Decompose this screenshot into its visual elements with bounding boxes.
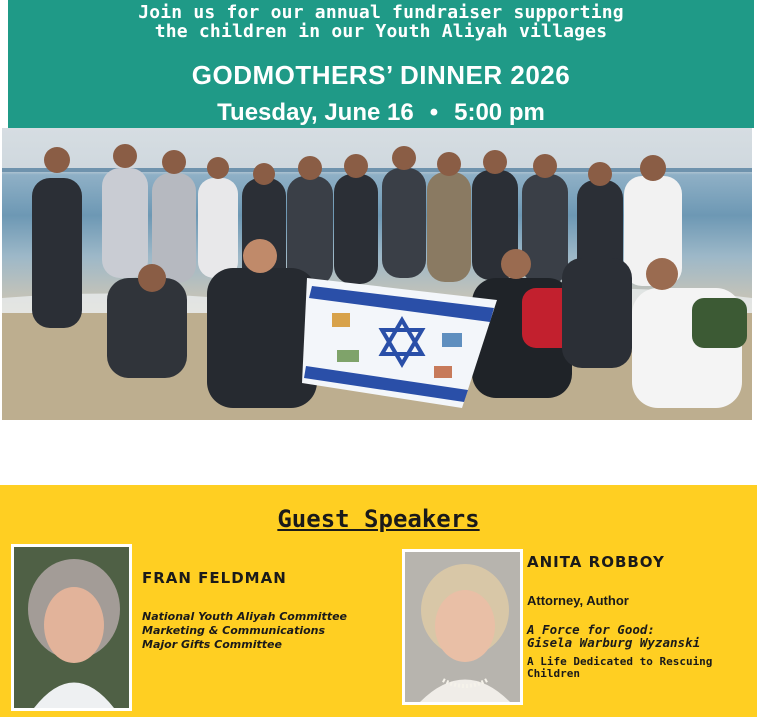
speaker2-photo [405, 552, 520, 702]
intro-line-2: the children in our Youth Aliyah villages [154, 21, 608, 42]
speaker2-portrait-illustration [405, 552, 520, 702]
speaker2-tagline [527, 656, 712, 680]
event-date: Tuesday, June 16 [217, 99, 414, 126]
event-date-time [8, 99, 754, 127]
speaker1-portrait [11, 544, 132, 711]
guest-speakers-section [0, 485, 757, 717]
speaker2-book-title [527, 623, 700, 649]
speaker1-role-3: Major Gifts Committee [142, 638, 282, 651]
speaker2-book-line-2: Gisela Warburg Wyzanski [527, 635, 701, 650]
intro-text [8, 3, 754, 41]
speaker1-role-2: Marketing & Communications [142, 624, 326, 637]
speaker2-name: ANITA ROBBOY [527, 553, 665, 571]
date-separator: • [429, 99, 439, 126]
speaker1-role-1: National Youth Aliyah Committee [142, 610, 347, 623]
speaker2-book-line-1: A Force for Good: [527, 622, 655, 637]
group-photo [2, 128, 752, 420]
speaker2-role: Attorney, Author [527, 593, 629, 608]
speaker1-portrait-illustration [14, 547, 129, 708]
intro-line-1: Join us for our annual fundraiser supporting [138, 2, 624, 23]
speaker1-roles [142, 610, 347, 652]
speaker2-tagline-line-2: Children [527, 667, 580, 680]
speaker2-portrait [402, 549, 523, 705]
event-banner [8, 0, 754, 128]
speaker1-photo [14, 547, 129, 708]
event-title: GODMOTHERS’ DINNER 2026 [191, 60, 571, 90]
speaker1-name: FRAN FELDMAN [142, 569, 287, 587]
speaker2-tagline-line-1: A Life Dedicated to Rescuing [527, 655, 713, 668]
guest-speakers-heading: Guest Speakers [277, 505, 480, 533]
group-photo-illustration [2, 128, 752, 420]
event-time: 5:00 pm [454, 99, 545, 126]
